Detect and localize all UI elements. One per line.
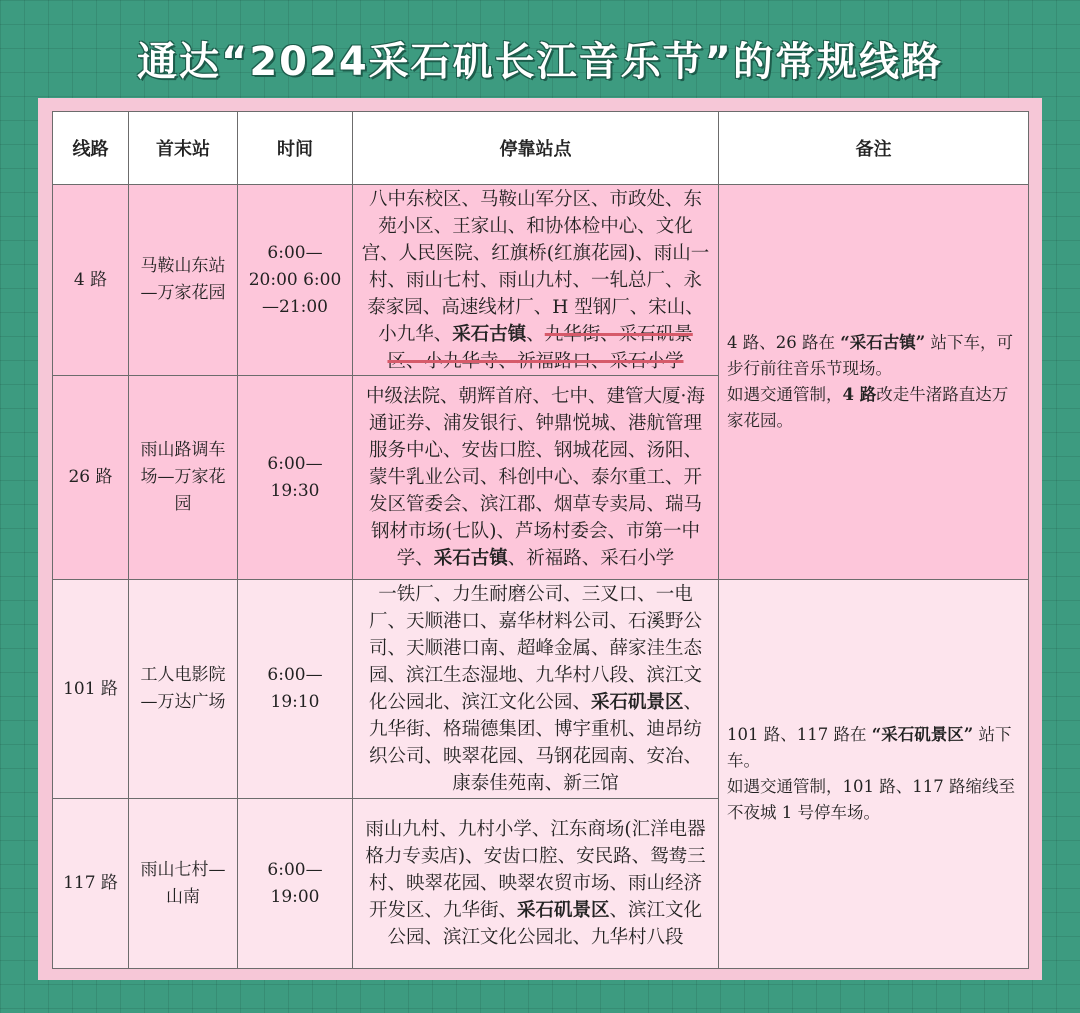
route-time: 6:00—19:10 <box>238 580 353 799</box>
text-segment: 八中东校区、马鞍山军分区、市政处、东苑小区、王家山、和协体检中心、文化宫、人民医院、红旗桥(红旗花园)、雨山一村、雨山七村、雨山九村、一轧总厂、永泰家园、高速线材厂、H 型钢厂、宋山、小九华、 <box>361 188 710 345</box>
route-terminals: 雨山七村—山南 <box>129 799 238 969</box>
text-segment: 4 路、26 路在 <box>727 333 841 352</box>
text-segment: 101 路、117 路在 <box>727 725 872 744</box>
header-row <box>53 112 1029 185</box>
route-stops <box>353 376 719 580</box>
route-terminals: 雨山路调车场—万家花园 <box>129 376 238 580</box>
route-time: 6:00—19:00 <box>238 799 353 969</box>
route-time: 6:00—19:30 <box>238 376 353 580</box>
highlighted-stop: 4 路 <box>842 385 877 404</box>
header-notes: 备注 <box>719 112 1029 185</box>
route-stops <box>353 580 719 799</box>
text-segment: 、 <box>526 323 545 345</box>
table-row <box>53 185 1029 376</box>
highlighted-stop: 采石古镇 <box>433 548 508 569</box>
route-terminals: 马鞍山东站—万家花园 <box>129 185 238 376</box>
cancelled-stops: 九华街、采石矶景区、小九华寺、祈福路口、采石小学 <box>387 323 693 372</box>
table-frame <box>38 98 1042 980</box>
highlighted-stop: 采石矶景区 <box>516 900 610 921</box>
route-line: 101 路 <box>53 580 129 799</box>
text-segment: 雨山九村、九村小学、江东商场(汇洋电器格力专卖店)、安齿口腔、安民路、鸳鸯三村、映翠花园、映翠农贸市场、雨山经济开发区、九华街、 <box>365 819 706 921</box>
highlighted-stop: 采石矶景区 <box>590 692 684 713</box>
route-line: 117 路 <box>53 799 129 969</box>
text-segment: 、祈福路、采石小学 <box>507 548 675 569</box>
text-segment: 中级法院、朝辉首府、七中、建管大厦·海通证券、浦发银行、钟鼎悦城、港航管理服务中心、安齿口腔、钢城花园、汤阳、蒙牛乳业公司、科创中心、泰尔重工、开发区管委会、滨江郡、烟草专卖局、瑞马钢材市场(七队)、芦场村委会、市第一中学、 <box>366 386 705 569</box>
route-line: 4 路 <box>53 185 129 376</box>
routes-table <box>52 111 1029 969</box>
highlighted-stop: “采石矶景区” <box>871 725 974 744</box>
route-terminals: 工人电影院—万达广场 <box>129 580 238 799</box>
text-segment: 如遇交通管制， <box>727 385 843 404</box>
route-stops <box>353 799 719 969</box>
header-terminals: 首末站 <box>129 112 238 185</box>
route-line: 26 路 <box>53 376 129 580</box>
header-time: 时间 <box>238 112 353 185</box>
text-segment: 一铁厂、力生耐磨公司、三叉口、一电厂、天顺港口、嘉华材料公司、石溪野公司、天顺港口南、超峰金属、薛家洼生态园、滨江生态湿地、九华村八段、滨江文化公园北、滨江文化公园、 <box>368 584 702 713</box>
header-stops: 停靠站点 <box>353 112 719 185</box>
highlighted-stop: “采石古镇” <box>840 333 926 352</box>
text-segment: 站下车，可步行前往音乐节现场。 <box>727 333 1013 378</box>
route-stops <box>353 185 719 376</box>
route-time: 6:00—20:00 6:00—21:00 <box>238 185 353 376</box>
text-segment: 、滨江文化公园、滨江文化公园北、九华村八段 <box>387 900 703 948</box>
page-title: 通达“2024采石矶长江音乐节”的常规线路 <box>137 39 943 85</box>
route-note <box>719 580 1029 969</box>
header-line: 线路 <box>53 112 129 185</box>
table-row <box>53 580 1029 799</box>
text-segment: 改走牛渚路直达万家花园。 <box>727 385 1009 430</box>
route-note <box>719 185 1029 580</box>
text-segment: 站下车。 <box>727 725 1012 770</box>
highlighted-stop: 采石古镇 <box>452 323 527 345</box>
text-segment: 、九华街、格瑞德集团、博宇重机、迪昂纺织公司、映翠花园、马钢花园南、安冶、康泰佳苑南、新三馆 <box>368 692 703 794</box>
text-segment: 如遇交通管制，101 路、117 路缩线至不夜城 1 号停车场。 <box>727 777 1015 822</box>
